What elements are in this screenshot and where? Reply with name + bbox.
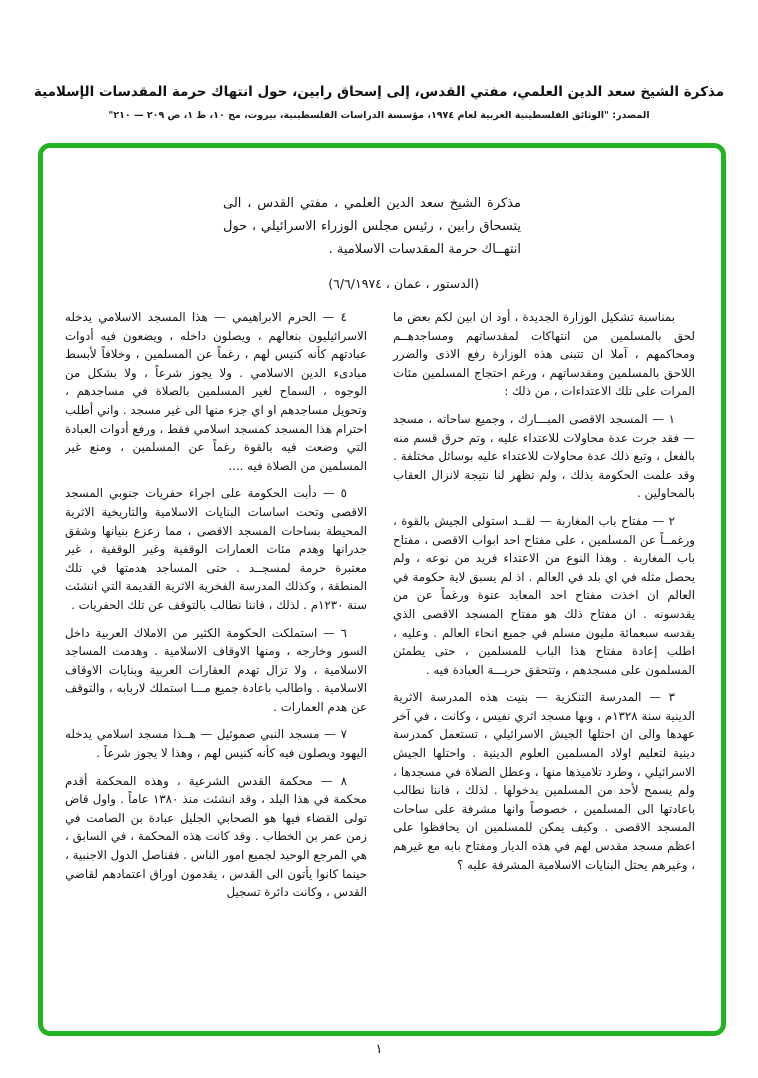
paragraph-item-1: ١ — المسجد الاقصى المبـــارك ، وجميع ساحاته ، مسجد — فقد جرت عدة محاولات للاعتداء عليه ، وتم حرق قسم منه بالفعل ، وتبع ذلك عدة محاولات للاعتداء عليه بوسائل مختلفة . وقد علمت الحكومة بذلك ، ولم تظهر لنا نتيجة لانزال العقاب بالمحاولين . <box>393 411 695 501</box>
page-number: ١ <box>375 1042 383 1057</box>
two-column-body <box>65 308 695 1017</box>
paragraph-item-2: ٢ — مفتاح باب المغاربة — لقــد استولى الجيش بالقوة ، ورغمــاً عن المسلمين ، على مفتاح احد ابواب الاقصى ، مفتاح باب المغاربة . وهذا النوع من الاعتداء فريد من نوعه ، ولم يحصل مثله في اي بلد في العالم . اذ لم يسبق لاية حكومة في العالم ان اخذت مفتاح احد المعابد عنوة ورغماً عن من يقدسونه . ان مفتاح ذلك هو مفتاح المسجد الاقصى الذي يقدسه سبعمائة مليون مسلم في جميع انحاء العالم . وعليه ، اطلب إعادة مفتاح هذا الباب للمسلمين ، حتى يطمئن المسلمون على مسجدهم ، وتتحقق حريـــة العبادة فيه . <box>393 513 695 677</box>
source-citation: المصدر: "الوثائق الفلسطينية العربية لعام ١٩٧٤، مؤسسة الدراسات الفلسطينية، بيروت، مج ١٠، ط ١، ص ٢٠٩ — ٢١٠" <box>108 110 650 121</box>
memo-heading-text: مذكرة الشيخ سعد الدين العلمي ، مفتي القدس ، الى يتسحاق رابين ، رئيس مجلس الوزراء الاسرائيلي ، حول انتهــاك حرمة المقدسات الاسلامية . <box>223 196 521 257</box>
paragraph-item-3: ٣ — المدرسة التنكزية — بنيت هذه المدرسة الاثرية الدينية سنة ١٣٢٨م ، وبها مسجد اثري نفيس ، وكانت ، في آخر عهدها والى ان احتلها الجيش الاسرائيلي ، تستعمل كمدرسة دينية لتعليم اولاد المسلمين العلوم الدينية . واحتلها الجيش الاسرائيلي ، وطرد تلاميذها منها ، وعطل الصلاة في مسجدها ، ولم يسمح لأحد من المسلمين بدخولها . لذلك ، فاننا نطالب باعادتها الى المسلمين ، خصوصاً وانها مشرفة على ساحات المسجد الاقصى . وكيف يمكن للمسلمين ان يحافظوا على اعظم مسجد مقدس لهم في هذه الديار ومفتاح بابه مع غيرهم ، وغيرهم يحتل البنايات الاسلامية المشرفة عليه ؟ <box>393 690 695 872</box>
page-title: مذكرة الشيخ سعد الدين العلمي، مفتي القدس، إلى إسحاق رابين، حول انتهاك حرمة المقدسات الإسلامية <box>33 84 725 100</box>
paragraph-item-5: ٥ — دأبت الحكومة على اجراء حفريات جنوبي المسجد الاقصى وتحت اساسات البنايات الاسلامية والتاريخية الاثرية المحيطة بساحات المسجد الاقصى ، مما زعزع بنيانها وشقق جدرانها وهدم مئات العمارات الوقفية وغير الوقفية ، غير معتبرة حرمة لمسجــد . حتى المساجد هدمتها في تلك المنطقة ، وكذلك المدرسة الفخرية الاثرية القديمة التي انشئت سنة ١٢٣٠م . لذلك ، فاننا نطالب بالتوقف عن تلك الحفريات . <box>65 486 367 612</box>
memo-dateline: (الدستور ، عمان ، ٦/٦/١٩٧٤) <box>328 276 479 291</box>
paragraph-item-7: ٧ — مسجد النبي صموئيل — هــذا مسجد اسلامي يدخله اليهود ويصلون فيه كأنه كنيس لهم ، وهذا لا يجوز شرعاً . <box>65 727 367 761</box>
paragraph-item-6: ٦ — استملكت الحكومة الكثير من الاملاك العربية داخل السور وخارجه ، ومنها الاوقاف الاسلامية . وهدمت المساجد الاسلامية ، ولا تزال تهدم العقارات العربية وبنايات الاوقاف الاسلامية . واطالب باعادة جميع مـــا استملك لاربابه ، والتوقف عن هدم العمارات . <box>65 625 367 714</box>
paragraph-item-8: ٨ — محكمة القدس الشرعية ، وهذه المحكمة أقدم محكمة في هذا البلد ، وقد انشئت منذ ١٣٨٠ عاماً . واول قاض تولى القضاء فيها هو الصحابي الجليل عبادة بن الصامت في زمن عمر بن الخطاب . وقد كانت هذه المحكمة ، في السابق ، هي المرجع الوحيد لجميع امور الناس . فقناصل الدول الاجنبية ، حينما كانوا يأتون الى القدس ، يقدمون اوراق اعتمادهم لقاضي القدس ، وكانت دائرة تسجيل <box>65 773 367 900</box>
paragraph-item-4: ٤ — الحرم الابراهيمي — هذا المسجد الاسلامي يدخله الاسرائيليون بنعالهم ، ويصلون داخله ، ويضعون فيه أدوات عبادتهم كأنه كنيس لهم ، رغماً عن المسلمين ، وخلافاً لأبسط مبادىء الدين الاسلامي . ولا يجوز شرعاً ، ولا بشكل من الوجوه ، السماح لغير المسلمين بالصلاة في مساجدهم ، وتحويل مساجدهم او اي جزء منها الى غير مسجد . واني أطلب احترام هذا المسجد كمسجد اسلامي فقط ، ورفع أدوات العبادة التي وضعت فيه بالقوة رغماً عن المسلمين ، ومنع غير المسلمين من الصلاة فيه .... <box>65 310 367 473</box>
paragraph-intro: بمناسبة تشكيل الوزارة الجديدة ، أود ان ابين لكم بعض ما لحق بالمسلمين من انتهاكات لمقدساتهم ومساجدهــم ومحاكمهم ، آملا ان تتبنى هذه الوزارة رفع الاذى والضرر اللاحق بالمسلمين ومقدساتهم ، ورغم احتجاج المسلمين مئات المرات على تلك الاعتداءات ، من ذلك : <box>393 310 695 399</box>
memo-heading-block <box>223 192 521 295</box>
document-frame <box>38 143 726 1036</box>
column-left <box>65 308 367 1017</box>
column-right <box>393 308 695 1017</box>
